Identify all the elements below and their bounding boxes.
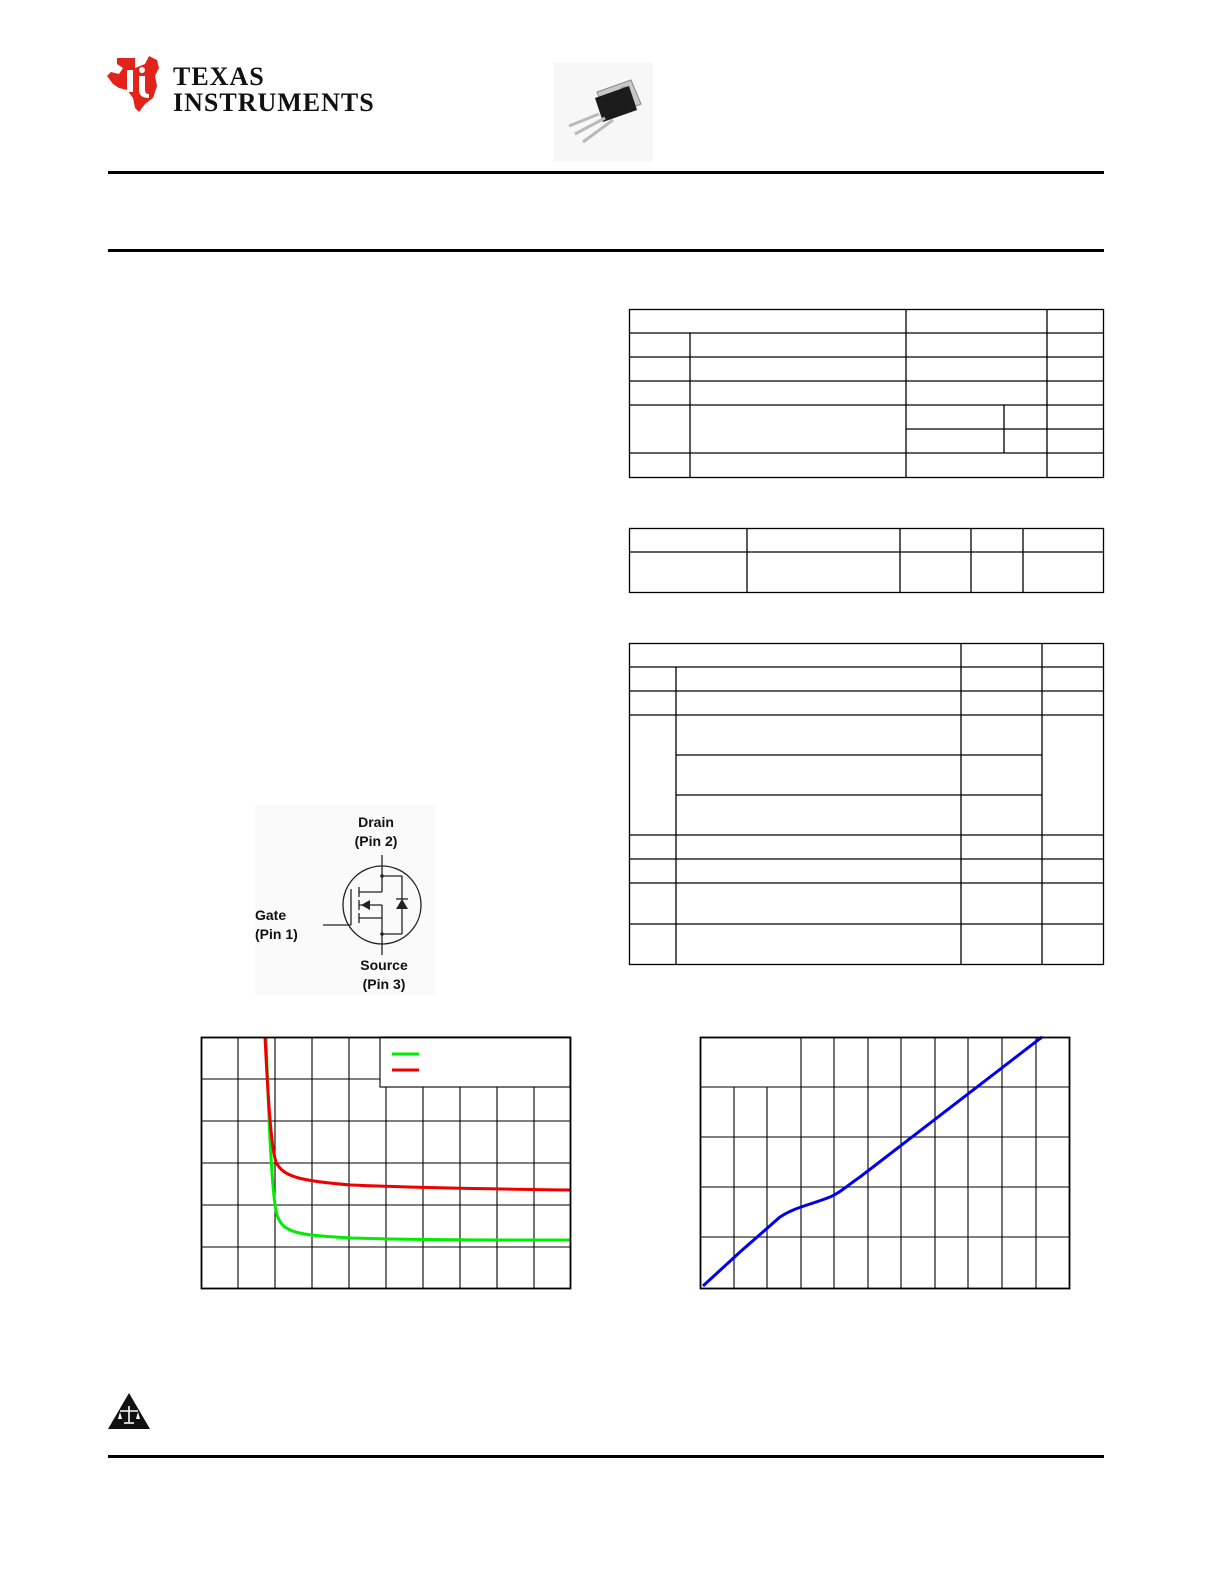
source-pin: (Pin 3) xyxy=(362,976,406,992)
gate-pin: (Pin 1) xyxy=(255,926,298,942)
ti-logo-icon xyxy=(105,54,165,114)
footer-rule xyxy=(108,1455,1104,1458)
company-name-line1: TEXAS xyxy=(173,62,265,91)
n-channel-mosfet-symbol-icon xyxy=(255,855,435,955)
drain-name: Drain xyxy=(358,814,394,830)
drain-pin: (Pin 2) xyxy=(354,833,398,849)
chart-1 xyxy=(201,1037,571,1289)
header-top-rule xyxy=(108,171,1104,174)
table-1 xyxy=(629,309,1105,479)
chart-2 xyxy=(700,1037,1070,1289)
esd-warning-triangle-icon xyxy=(107,1392,151,1430)
gate-name: Gate xyxy=(255,907,287,923)
chart-1-legend xyxy=(380,1037,570,1087)
chart-2-series-blue xyxy=(703,1037,1042,1286)
table-3 xyxy=(629,643,1105,966)
source-name: Source xyxy=(360,957,408,973)
company-name-line2: INSTRUMENTS xyxy=(173,88,375,117)
table-2 xyxy=(629,528,1105,594)
to-220-package-photo xyxy=(553,62,653,162)
company-logo xyxy=(105,52,375,117)
chart-2-grid xyxy=(700,1037,1070,1289)
source-label xyxy=(348,956,420,994)
header-bottom-rule xyxy=(108,249,1104,252)
drain-label xyxy=(340,813,412,851)
